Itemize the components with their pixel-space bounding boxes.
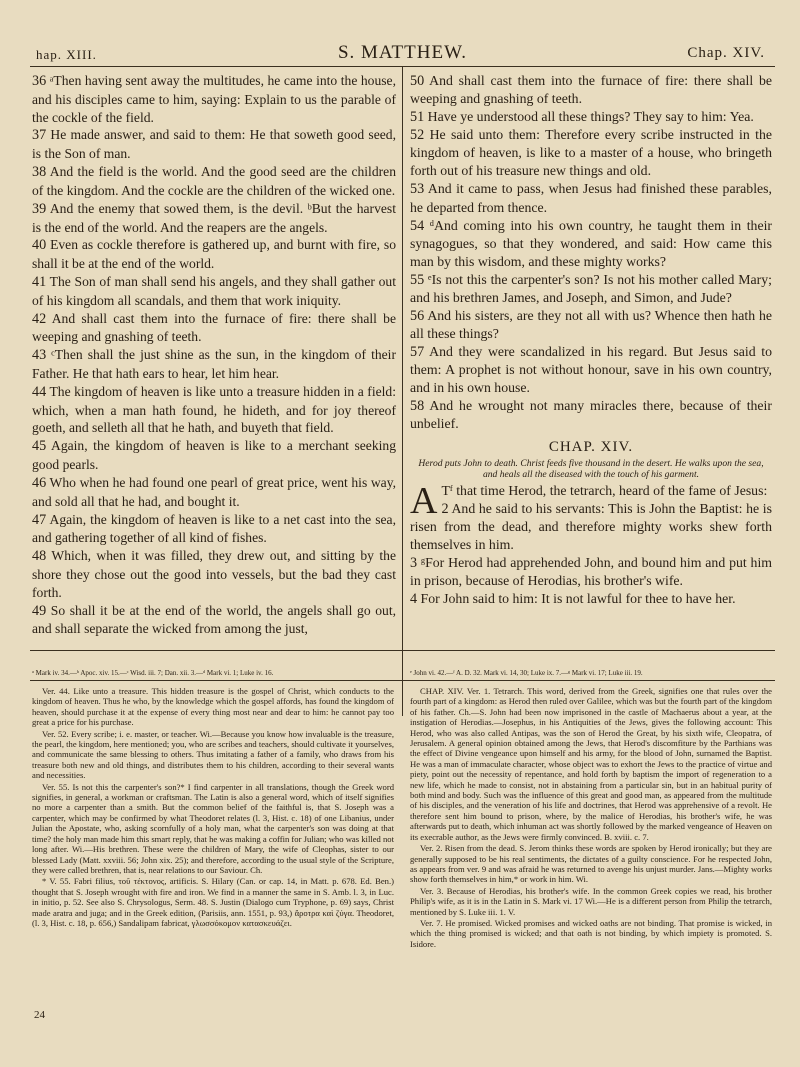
note-paragraph: Ver. 7. He promised. Wicked promises and wicked oaths are not binding. That promise is wicked, in which the thing promised is wicked; and that oath is not binding, by which impiety is promoted. S. Isidore. — [410, 917, 772, 949]
verse: 54 ᵈAnd coming into his own country, he taught them in their synagogues, so that they wondered, and said: How came this man by this wisdom, and these mighty works? — [410, 217, 773, 269]
note-paragraph: Ver. 2. Risen from the dead. S. Jerom thinks these words are spoken by Herod ironically; but they are generally supposed to be his real sentiments, the dictates of a guilty conscience. For he respected John, as appears from ver. 9 and was afraid he was returned to avenge his unjust murder. Jans.—Mighty works show forth themselves in him,* or work in him. Wi. — [410, 843, 772, 885]
verse: 39 And the enemy that sowed them, is the devil. ᵇBut the harvest is the end of the world. And the reapers are the angels. — [32, 200, 396, 235]
verse: 49 So shall it be at the end of the world, the angels shall go out, and shall separate the wicked from among the just, — [32, 602, 396, 637]
verse: 52 He said unto them: Therefore every scribe instructed in the kingdom of heaven, is like to a master of a house, who bringeth forth out of his treasure new things and old. — [410, 127, 772, 179]
left-text-column — [32, 72, 396, 638]
verse: 56 And his sisters, are they not all with us? Whence then hath he all these things? — [410, 308, 772, 342]
verse: 53 And it came to pass, when Jesus had finished these parables, he departed from thence. — [410, 181, 772, 215]
commentary-right — [410, 686, 772, 950]
page — [30, 30, 775, 1055]
verse: 43 ᶜThen shall the just shine as the sun, in the kingdom of their Father. He that hath ears to hear, let him hear. — [32, 347, 396, 381]
header-book-title: S. MATTHEW. — [337, 42, 468, 63]
verse: 42 And shall cast them into the furnace of fire: there shall be weeping and gnashing of teeth. — [32, 310, 397, 345]
verse: 55 ᵉIs not this the carpenter's son? Is not his mother called Mary; and his brethren James, and Joseph, and Simon, and Jude? — [410, 271, 773, 305]
commentary-left — [32, 686, 394, 929]
verse: 51 Have ye understood all these things? They say to him: Yea. — [410, 109, 754, 126]
note-paragraph: Ver. 52. Every scribe; i. e. master, or teacher. Wi.—Because you know how invaluable is the treasure, the pearl, the kingdom, here mentioned; you, who are scribes and teachers, should cultivate it yourselves, and communicate the same blessing to others. Thus imitating a father of a family, who draws from his treasure both new and old things, and distributes them to his children, according to their several wants and necessities. — [32, 728, 394, 781]
header-chapter-left: hap. XIII. — [36, 47, 97, 62]
verse: 48 Which, when it was filled, they drew out, and sitting by the shore they chose out the good into vessels, but the bad they cast forth. — [32, 548, 396, 600]
verse: 37 He made answer, and said to them: He that soweth good seed, is the Son of man. — [32, 127, 396, 162]
note-paragraph: CHAP. XIV. Ver. 1. Tetrarch. This word, derived from the Greek, signifies one that rules over the fourth part of a kingdom: as Herod then ruled over Galilee, which was but the fourth part of the kingdom of his father. Ch.—S. John had been now imprisoned in the castle of Machaerus about a year, at the instigation of Herodias.—Josephus, in his Antiquities of the Jews, gives the following account: This Herod, who was also called Antipas, was the son of Herod the Great, by his sixth wife, Cleopatra, of Jerusalem. A general opinion obtained among the Jews, that Herod's discomfiture by the Parthians was the effect of Divine vengeance upon himself and his army, for the blood of John, surnamed the Baptist. He was a man of immaculate character, whose object was to exhort the Jews to the practice of virtue and piety, point out the necessity of repentance, and hold forth by baptism the import of regeneration to a new life, which he made to consist, not in abstaining from a particular sin, but in an habitual purity of both mind and body. Such was the influence of this great and good man, as appeared from the multitude of his disciples, and the veneration of his life and doctrines, that Herod was apprehensive of a revolt. He therefore sent him bound to prison, where, by the malice of Herodias, his brother's wife, he was afterwards put to death, which inhuman act was shortly followed by the marked vengeance of Heaven on its execrable author, as the Jews were firmly convinced. B. xviii. c. 7. — [410, 686, 772, 842]
footnote-refs-right: ᵉ John vi. 42.—ᶠ A. D. 32. Mark vi. 14, 30; Luke ix. 7.—ᵍ Mark vi. 17; Luke iii. 19. — [410, 669, 643, 677]
running-header — [30, 30, 775, 66]
verse: 50 And shall cast them into the furnace of fire: there shall be weeping and gnashing of teeth. — [410, 73, 772, 107]
note-paragraph: Ver. 3. Because of Herodias, his brother's wife. In the common Greek copies we read, his brother Philip's wife, as it is in the Latin in S. Mark vi. 17 Wi.—He is a different person from Philip the tetrarch, mentioned by S. Luke iii. 1. V. — [410, 885, 772, 917]
right-text-column — [410, 72, 772, 608]
verse: 40 Even as cockle therefore is gathered up, and burnt with fire, so shall it be at the end of the world. — [32, 237, 396, 272]
verse: 45 Again, the kingdom of heaven is like to a merchant seeking good pearls. — [32, 438, 397, 473]
verse: ATᶠ that time Herod, the tetrarch, heard of the fame of Jesus: — [410, 479, 768, 522]
verse: 57 And they were scandalized in his regard. But Jesus said to them: A prophet is not without honour, save in his own country, and in his own house. — [410, 344, 772, 396]
header-chapter-right: Chap. XIV. — [687, 45, 765, 61]
verse: 38 And the field is the world. And the good seed are the children of the kingdom. And the cockle are the children of the wicked one. — [32, 164, 396, 198]
verse: 47 Again, the kingdom of heaven is like to a net cast into the sea, and gathering together of all kind of fishes. — [32, 511, 396, 546]
verse: 4 For John said to him: It is not lawful for thee to have her. — [410, 591, 736, 608]
page-number: 24 — [34, 1009, 45, 1021]
drop-cap: A — [410, 479, 438, 522]
column-divider — [402, 66, 403, 716]
note-paragraph: * V. 55. Fabri filius, τοῦ τέκτονος, artificis. S. Hilary (Can. or cap. 14, in Matt. p. 678. Ed. Ben.) thought that S. Joseph wrought with fire and iron. We find in a manner the same in S. Amb. l. 3, in Luc. in initio, p. 52. See also S. Chrysologus, Serm. 48. S. Justin (Dialogo cum Tryphone, p. 69) says, Christ made aratra and juga; and in the Greek edition, (Parisiis, ann. 1551, p. 93,) ἄροτρα καὶ ζύγα. Theodoret, (l. 3, Hist. c. 18, p. 656,) Sandalipam fabricat, γλωσσόκομον κατασκευάζει. — [32, 876, 394, 928]
verse: 44 The kingdom of heaven is like unto a treasure hidden in a field: which, when a man hath found, he hideth, and for joy thereof goeth, and selleth all that he hath, and buyeth that field. — [32, 383, 396, 436]
verse: 3 ᵍFor Herod had apprehended John, and bound him and put him in prison, because of Herodias, his brother's wife. — [410, 554, 773, 589]
verse: 41 The Son of man shall send his angels, and they shall gather out of his kingdom all scandals, and them that work iniquity. — [32, 273, 396, 308]
footnote-rule — [30, 680, 775, 681]
note-paragraph: Ver. 44. Like unto a treasure. This hidden treasure is the gospel of Christ, which conducts to the kingdom of heaven. Thus he who, by the knowledge which the gospel affords, has found the kingdom of heaven, should purchase it at the expense of every thing most near and dear to him: he cannot pay too great a price for his purchase. — [32, 686, 394, 728]
chapter-heading: CHAP. XIV. — [548, 438, 634, 455]
note-paragraph: Ver. 55. Is not this the carpenter's son?* I find carpenter in all translations, though the Greek word signifies, in general, a workman or craftsman. The Latin is also a general word, which of itself signifies no more a carpenter than a smith. But the common belief of the faithful is, that S. Joseph was a carpenter, which may be confirmed by what Theodoret relates (l. 3, Hist. c. 18) of one Libanius, under Julian the Apostate, who, asking scornfully of a holy man, what the carpenter's son was doing at that time? the holy man made him this smart reply, that he was making a coffin for Julian; who was killed not long after. Wi.—His brethren. These were the children of Mary, the wife of Cleophas, sister to our blessed Lady (Matt. xxviii. 56; John xix. 25); and therefore, according to the usual style of the Scripture, they were called brethren, that is, near relations to our Saviour. Ch. — [32, 781, 394, 875]
verse: 36 ᵃThen having sent away the multitudes, he came into the house, and his disciples came to him, saying: Explain to us the parable of the cockle of the field. — [32, 73, 396, 125]
verse: 2 And he said to his servants: This is John the Baptist: he is risen from the dead, and therefore mighty works shew forth themselves in him. — [410, 500, 772, 552]
footnote-refs-left: ᵃ Mark iv. 34.—ᵇ Apoc. xiv. 15.—ᶜ Wisd. iii. 7; Dan. xii. 3.—ᵈ Mark vi. 1; Luke iv. 16. — [32, 669, 274, 677]
chapter-summary: Herod puts John to death. Christ feeds five thousand in the desert. He walks upon the sea, and heals all the diseased with the touch of his garment. — [418, 457, 764, 480]
verse: 58 And he wrought not many miracles there, because of their unbelief. — [410, 398, 772, 432]
verse: 46 Who when he had found one pearl of great price, went his way, and sold all that he had, and bought it. — [32, 474, 397, 509]
